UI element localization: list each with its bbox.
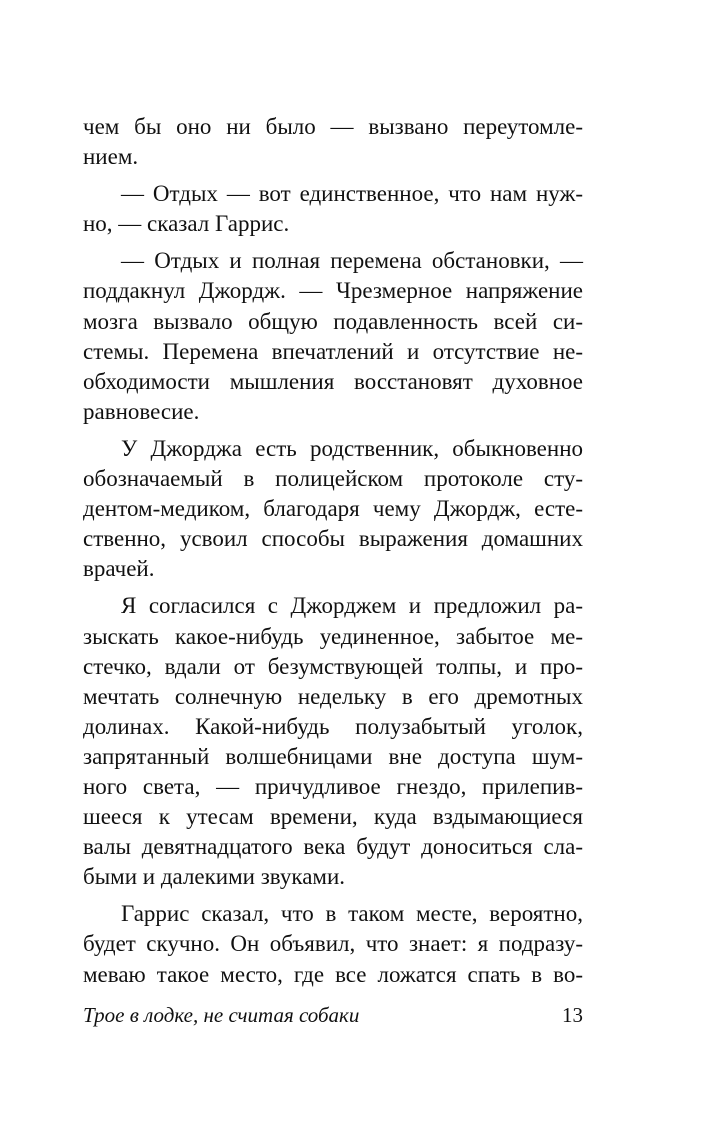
text-line: стемы. Перемена впечатлений и отсутствие не- xyxy=(83,338,583,364)
text-line: дентом-медиком, благодаря чему Джордж, есте- xyxy=(83,496,583,522)
text-line: обходимости мышления восстановят духовное xyxy=(83,368,583,394)
text-line: запрятанный волшебницами вне доступа шум- xyxy=(83,743,583,769)
text-line: меваю такое место, где все ложатся спать в во- xyxy=(83,961,583,987)
text-line: долинах. Какой-нибудь полузабытый уголок, xyxy=(83,713,583,739)
text-line: чем бы оно ни было — вызвано переутомле- xyxy=(83,114,583,139)
text-line: ственно, усвоил способы выражения домашних xyxy=(83,526,583,552)
text-line: шееся к утесам времени, куда вздымающиеся xyxy=(83,804,583,830)
text-line: — Отдых — вот единственное, что нам нуж- xyxy=(121,181,583,207)
page-number: 13 xyxy=(562,1003,583,1027)
text-line: У Джорджа есть родственник, обыкновенно xyxy=(121,435,583,461)
text-line: Гаррис сказал, что в таком месте, вероятно, xyxy=(121,901,583,927)
text-line: будет скучно. Он объявил, что знает: я подразу- xyxy=(83,931,583,957)
text-line: валы девятнадцатого века будут доноситься сла- xyxy=(83,834,583,860)
text-line: врачей. xyxy=(83,556,155,582)
text-line: Я согласился с Джорджем и предложил ра- xyxy=(121,593,583,619)
text-line: мозга вызвало общую подавленность всей си- xyxy=(83,308,583,334)
text-line: — Отдых и полная перемена обстановки, — xyxy=(121,248,583,274)
text-line: ного света, — причудливое гнездо, прилепив- xyxy=(83,773,583,799)
running-footer-title: Трое в лодке, не считая собаки xyxy=(83,1003,360,1027)
text-line: зыскать какое-нибудь уединенное, забытое ме- xyxy=(83,623,583,649)
text-line: нием. xyxy=(83,144,139,170)
text-line: быми и далекими звуками. xyxy=(83,864,346,890)
body-text xyxy=(83,112,583,990)
text-line: стечко, вдали от безумствующей толпы, и про- xyxy=(83,653,583,679)
page-footer xyxy=(83,1000,583,1030)
text-line: равновесие. xyxy=(83,398,200,424)
text-line: мечтать солнечную недельку в его дремотных xyxy=(83,683,583,709)
text-line: но, — сказал Гаррис. xyxy=(83,211,290,237)
text-line: поддакнул Джордж. — Чрезмерное напряжение xyxy=(83,278,583,304)
text-line: обозначаемый в полицейском протоколе сту- xyxy=(83,466,583,492)
